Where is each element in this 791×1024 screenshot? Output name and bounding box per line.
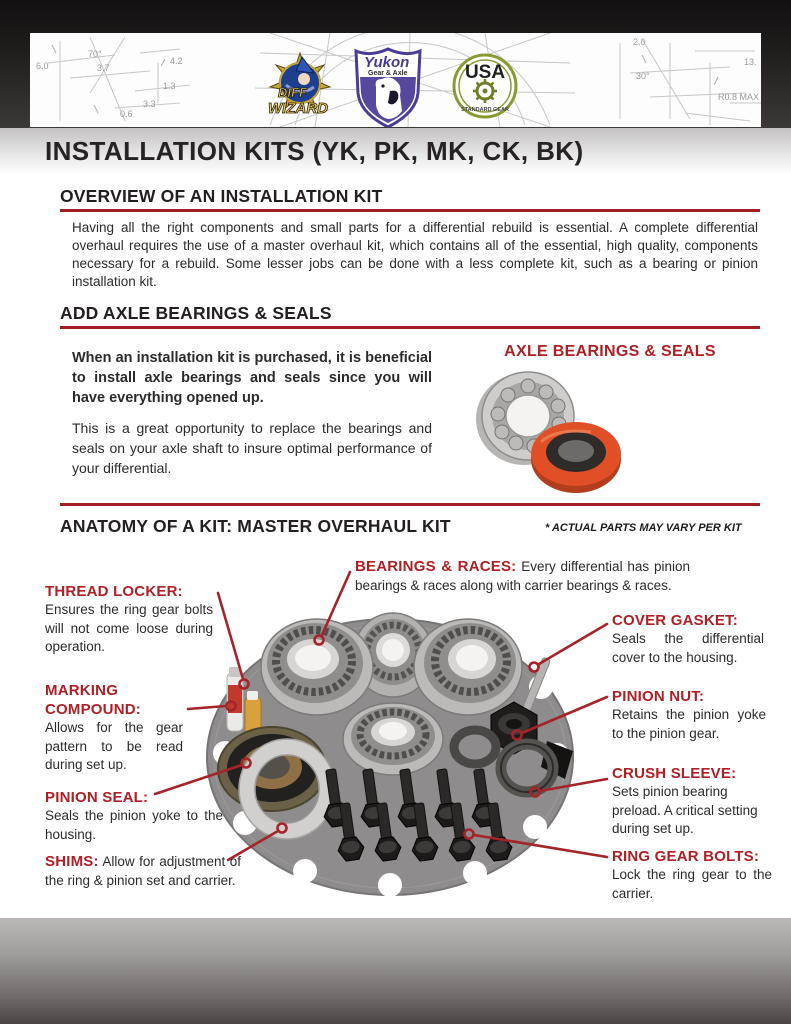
callout-body: Allows for the gear pattern to be read during set up. [45, 720, 183, 772]
callout-body: Ensures the ring gear bolts will not come loose during operation. [45, 602, 213, 654]
yukon-logo-name: Yukon [364, 54, 410, 71]
callout-body: Sets pinion bearing preload. A critical setting during set up. [612, 784, 758, 836]
callout-body: Allow for adjustment of the ring & pinion set and carrier. [45, 854, 241, 888]
yukon-gear-axle-logo [350, 45, 426, 127]
callout-cover-gasket [612, 611, 764, 667]
axle-heading: ADD AXLE BEARINGS & SEALS [60, 303, 332, 323]
axle-bearing-seal-image [466, 362, 624, 496]
anatomy-diagram [0, 545, 791, 920]
axle-body-paragraph: This is a great opportunity to replace the bearings and seals on your axle shaft to insure optimal performance of your differential. [72, 420, 432, 476]
callout-title: PINION SEAL: [45, 789, 149, 806]
blueprint-dim-label: 1.3 [163, 81, 176, 91]
callout-crush-sleeve [612, 764, 766, 839]
blueprint-dim-label: 0.6 [120, 109, 133, 119]
bearing-part [343, 703, 443, 775]
anatomy-note: * ACTUAL PARTS MAY VARY PER KIT [545, 522, 742, 534]
blueprint-dim-label: R0.8 MAX [718, 92, 760, 102]
page-title: INSTALLATION KITS (YK, PK, MK, CK, BK) [45, 136, 584, 166]
callout-pinion-seal [45, 788, 223, 844]
title-band [0, 128, 791, 180]
callout-title: CRUSH SLEEVE: [612, 765, 737, 782]
header-dark-frame [0, 0, 791, 128]
thread-locker-part [227, 667, 243, 731]
section-divider-rule [60, 503, 760, 506]
polar-bear-icon [376, 77, 402, 119]
blueprint-dim-label: 13. [744, 57, 757, 67]
callout-title: BEARINGS & RACES: [355, 558, 517, 575]
blueprint-dim-label: 70° [88, 49, 102, 59]
axle-heading-rule [60, 326, 760, 329]
callout-ring-gear-bolts [612, 847, 772, 903]
blueprint-dim-label: 6.0 [36, 61, 49, 71]
usa-standard-gear-logo [452, 53, 518, 124]
overview-heading: OVERVIEW OF AN INSTALLATION KIT [60, 186, 383, 206]
axle-image-caption: AXLE BEARINGS & SEALS [504, 343, 716, 360]
usa-logo-sub: STANDARD GEAR [461, 107, 509, 113]
blueprint-dim-label: 30° [636, 71, 650, 81]
diff-wizard-text-wizard: WIZARD [268, 100, 328, 117]
diff-wizard-logo [260, 49, 340, 127]
blueprint-dim-label: 4.2 [170, 56, 183, 66]
axle-lead-paragraph: When an installation kit is purchased, it is beneficial to install axle bearings and seals since you will have everything opened up. [72, 350, 432, 406]
blueprint-dim-label: 3.3 [143, 99, 156, 109]
callout-body: Lock the ring gear to the carrier. [612, 867, 772, 901]
callout-title: MARKING COMPOUND: [45, 682, 141, 718]
overview-heading-rule [60, 209, 760, 212]
callout-title: COVER GASKET: [612, 612, 738, 629]
bearing-part [261, 619, 373, 715]
anatomy-heading: ANATOMY OF A KIT: MASTER OVERHAUL KIT [60, 516, 451, 536]
callout-shims [45, 853, 241, 890]
header-blueprint-band [30, 33, 761, 127]
yukon-logo-sub: Gear & Axle [368, 70, 408, 77]
callout-body: Every differential has pinion bearings & races along with carrier bearings & races. [355, 559, 690, 593]
bearing-part [414, 619, 522, 715]
callout-title: RING GEAR BOLTS: [612, 848, 760, 865]
callout-bearings-races [355, 558, 690, 595]
blueprint-dim-label: 3.7 [97, 63, 110, 73]
callout-pinion-nut [612, 687, 766, 743]
callout-marking-compound [45, 681, 183, 775]
callout-body: Seals the pinion yoke to the housing. [45, 808, 223, 842]
callout-title: THREAD LOCKER: [45, 583, 183, 600]
callout-title: SHIMS: [45, 853, 99, 870]
diff-wizard-text-diff: DIFF [278, 85, 307, 100]
blueprint-dim-label: 2.0 [633, 37, 646, 47]
pinion-seal-part [218, 727, 326, 811]
callout-thread-locker [45, 582, 213, 657]
axle-seal-icon [531, 422, 621, 493]
callout-body: Retains the pinion yoke to the pinion gear. [612, 707, 766, 741]
gear-icon [473, 79, 497, 103]
bottom-gradient-bar [0, 918, 791, 1024]
callout-body: Seals the differential cover to the housing. [612, 631, 764, 665]
usa-logo-name: USA [464, 62, 506, 83]
master-overhaul-kit-image [185, 555, 645, 915]
callout-title: PINION NUT: [612, 688, 705, 705]
overview-paragraph: Having all the right components and small parts for a differential rebuild is essential. A complete differential overhaul requires the use of a master overhaul kit, which contains all of the essential, high quality, components necessary for a rebuild. Some lesser jobs can be done with a less complete kit, such as a bearing or pinion installation kit. [72, 220, 758, 289]
